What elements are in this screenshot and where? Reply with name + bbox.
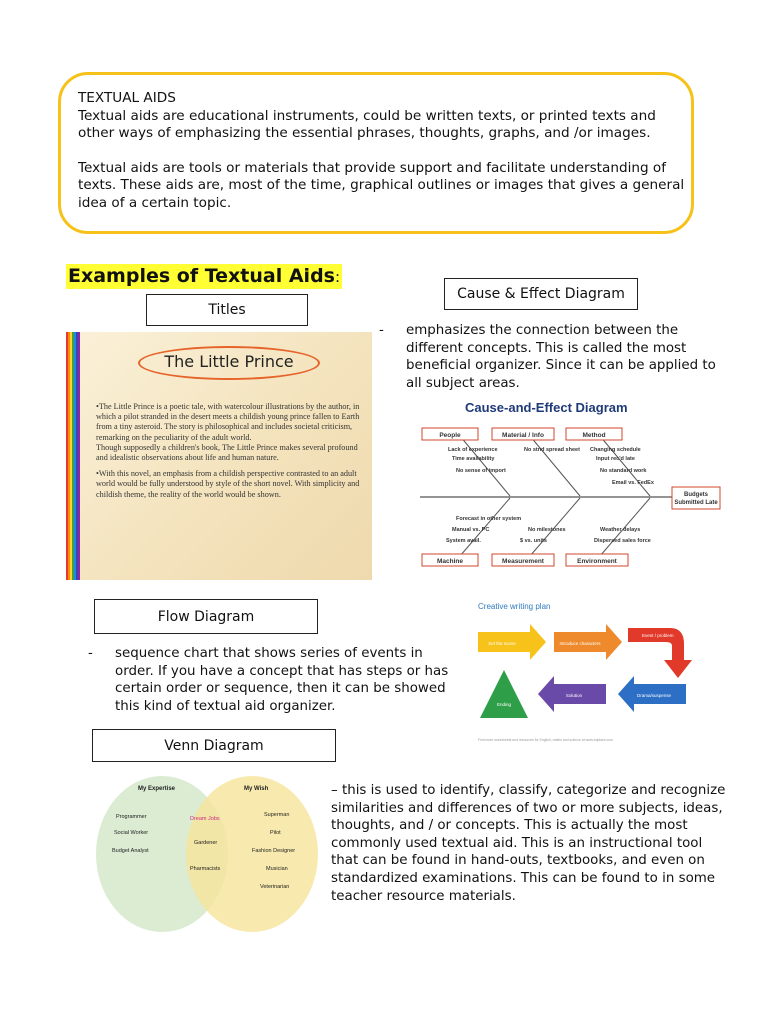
venn-right-title: My Wish — [244, 786, 269, 792]
cause-lack-experience: Lack of experience — [448, 447, 498, 453]
venn-item-budget-analyst: Budget Analyst — [112, 848, 149, 854]
step-introduce-characters: Introduce characters — [559, 641, 601, 646]
venn-item-pharmacists: Pharmacists — [190, 866, 221, 872]
venn-label-box — [92, 729, 336, 762]
little-prince-title-example — [66, 332, 372, 580]
cause-email-fedex: Email vs. FedEx — [612, 480, 654, 486]
venn-item-fashion-designer: Fashion Designer — [252, 848, 296, 854]
flow-desc-text: sequence chart that shows series of events in order. If you have a concept that has steps or has certain order or sequence, then it can be showed this kind of textual aid organizer. — [115, 646, 449, 714]
venn-item-gardener: Gardener — [194, 840, 218, 846]
fishbone-box-method: Method — [582, 432, 606, 439]
prince-paragraph-3: •With this novel, an emphasis from a childish perspective contrasted to an adult world would be fully understood by style of the short novel. With simplicity and childish theme, the reality of the world would be shown. — [96, 469, 360, 499]
venn-label: Venn Diagram — [164, 737, 264, 754]
step-drama-suspense: Drama/suspense — [636, 693, 672, 698]
fishbone-title: Cause-and-Effect Diagram — [465, 400, 628, 415]
cause-no-standard-work: No standard work — [600, 468, 647, 474]
cause-no-milestones: No milestones — [528, 527, 566, 533]
cause-no-sense-import: No sense of import — [456, 468, 506, 474]
fishbone-box-environment: Environment — [577, 558, 617, 565]
intro-paragraph-1: Textual aids are educational instruments, could be written texts, or printed texts and other ways of emphasizing the essential phrases, thoughts, graphs, and /or images. — [78, 107, 656, 142]
flow-description — [88, 645, 458, 715]
venn-description — [331, 782, 727, 905]
cause-effect-description — [379, 322, 729, 392]
venn-item-social-worker: Social Worker — [114, 830, 149, 836]
cause-effect-dash: - — [379, 323, 384, 338]
examples-heading-colon: : — [334, 268, 341, 286]
prince-paragraph-2: Though supposedly a children's book, The Little Prince makes several profound and idealistic observations about life and human nature. — [96, 442, 358, 463]
fishbone-box-machine: Machine — [436, 558, 464, 565]
step-set-scene: Set the scene — [488, 641, 516, 646]
cause-system-avail: System avail. — [446, 538, 481, 544]
prince-body — [96, 402, 366, 506]
fishbone-box-measurement: Measurement — [502, 558, 544, 565]
titles-label-box — [146, 294, 308, 326]
venn-item-veterinarian: Veterinarian — [260, 884, 290, 890]
venn-item-musician: Musician — [266, 866, 288, 872]
fishbone-diagram — [410, 396, 728, 572]
examples-heading-text: Examples of Textual Aids — [68, 265, 335, 287]
fishbone-effect-line-2: Submitted Late — [674, 500, 718, 506]
venn-left-title: My Expertise — [138, 786, 176, 792]
cause-input-late: Input rec'd late — [596, 456, 635, 462]
step-ending: Ending — [496, 702, 512, 707]
venn-item-superman: Superman — [264, 812, 290, 818]
step-event-problem: Event / problem — [642, 633, 674, 638]
venn-diagram — [94, 770, 320, 938]
creative-writing-plan-diagram — [474, 598, 724, 746]
flow-dash: - — [88, 646, 93, 661]
venn-item-pilot: Pilot — [270, 830, 281, 836]
cause-dollars-units: $ vs. units — [520, 538, 547, 544]
cause-weather-delays: Weather delays — [600, 527, 641, 533]
step-solution: Solution — [565, 693, 583, 698]
cause-dispersed-sales: Dispersed sales force — [594, 538, 651, 544]
fishbone-effect-line-1: Budgets — [684, 492, 708, 498]
intro-text — [78, 90, 688, 213]
cause-effect-label-box — [444, 278, 638, 310]
fishbone-box-people: People — [439, 432, 461, 439]
flow-label-box — [94, 599, 318, 634]
cause-forecast-other-system: Forecast in other system — [456, 516, 522, 522]
venn-item-programmer: Programmer — [116, 814, 147, 820]
plan-title: Creative writing plan — [478, 602, 551, 611]
cause-effect-label: Cause & Effect Diagram — [457, 286, 625, 302]
prince-title: The Little Prince — [164, 352, 294, 371]
cause-manual-pc: Manual vs. PC — [452, 527, 490, 533]
rainbow-stripe — [66, 332, 80, 580]
titles-label: Titles — [208, 302, 246, 318]
cause-changing-schedule: Changing schedule — [590, 447, 641, 453]
cause-effect-desc-text: emphasizes the connection between the different concepts. This is called the most beneficial organizer. Since it can be applied to all subject areas. — [406, 323, 716, 391]
intro-paragraph-2: Textual aids are tools or materials that provide support and facilitate understanding of texts. These aids are, most of the time, graphical outlines or images that gives a general idea of a certain topic. — [78, 159, 685, 211]
cause-no-stnd-spreadsheet: No stnd spread sheet — [524, 447, 580, 453]
venn-item-dream-jobs: Dream Jobs — [190, 816, 220, 822]
prince-paragraph-1: •The Little Prince is a poetic tale, with watercolour illustrations by the author, in which a pilot stranded in the desert meets a childish young prince fallen to Earth from a tiny asteroid. The story is philosophical and includes societal criticism, remarking on the peculiarity of the adult world. — [96, 402, 360, 442]
flow-label: Flow Diagram — [157, 608, 255, 625]
examples-heading — [66, 264, 342, 289]
intro-heading: TEXTUAL AIDS — [78, 90, 176, 106]
plan-footer: Find more worksheets and resources for English, maths and science at www.edplace.com — [478, 738, 613, 742]
fishbone-box-material: Material / Info — [502, 432, 544, 439]
cause-time-availability: Time availability — [452, 456, 495, 462]
venn-desc-text: – this is used to identify, classify, categorize and recognize similarities and differences of two or more subjects, ideas, thoughts, and / or concepts. This is actually the most commonly used textual aid. This is an instructional tool that can be found in hand-outs, textbooks, and even on standardized examinations. This can be found to in some teacher resource materials. — [331, 783, 726, 904]
